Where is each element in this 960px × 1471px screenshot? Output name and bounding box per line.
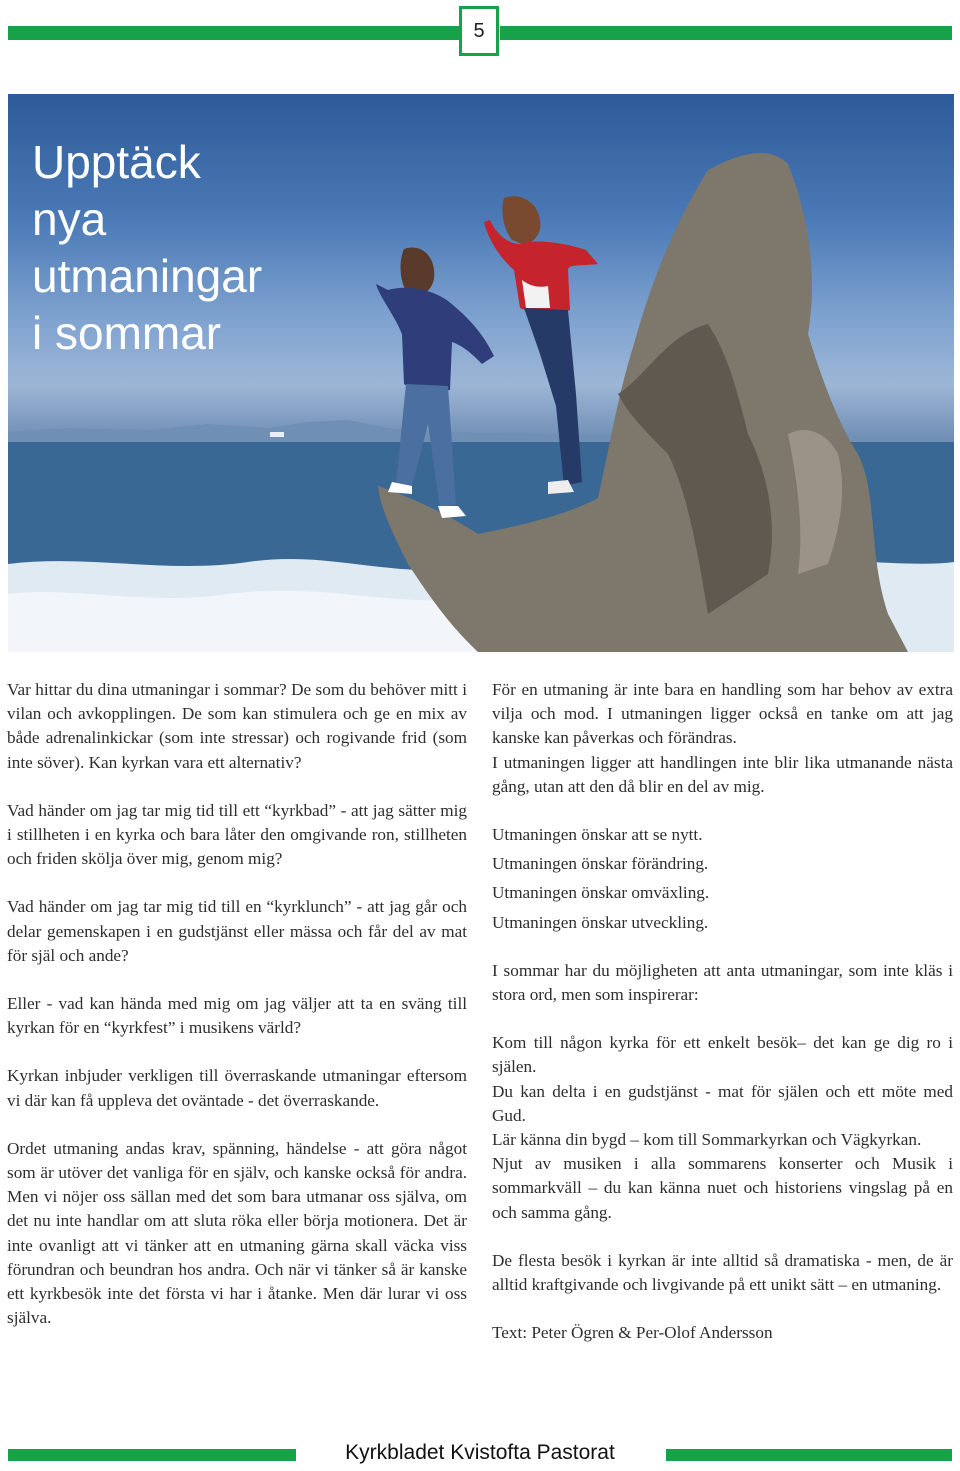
paragraph: Var hittar du dina utmaningar i sommar? De som du behöver mitt i vilan och avkopplingen. De som kan stimulera och ge en mix av både adrenalinkickar (som inte stressar) och rogivande frid (som inte söver). Kan kyrkan vara ett alternativ? — [7, 680, 467, 772]
challenge-line: Utmaningen önskar att se nytt. — [492, 825, 703, 845]
footer-rule-right — [666, 1449, 952, 1461]
author-credit: Text: Peter Ögren & Per-Olof Andersson — [492, 1323, 773, 1343]
challenge-list — [492, 823, 953, 935]
paragraph: Eller - vad kan hända med mig om jag väljer att ta en sväng till kyrkan för en “kyrkfest” i musikens värld? — [7, 994, 467, 1038]
headline-line: utmaningar — [32, 250, 263, 302]
intro-line: I utmaningen ligger att handlingen inte blir lika utmanande nästa gång, utan att den då blir en del av mig. — [492, 752, 953, 796]
left-column — [7, 678, 467, 1354]
invitation-paragraph: I sommar har du möjligheten att anta utmaningar, som inte kläs i stora ord, men som inspirerar: — [492, 960, 953, 1005]
paragraph: Ordet utmaning andas krav, spänning, händelse - att göra något som är utöver det vanliga för en själv, och kanske också för andra. Men vi nöjer oss sällan med det som bara utmanar oss själva, om det nu inte handlar om att sluta röka eller börja motionera. Det är inte ovanligt att vi tänker att en utmaning gärna skall väcka viss förundran och beundran hos andra. Och när vi tänker så är kanske ett kyrkbesök inte det första vi har i åtanke. Men där lurar vi oss själva. — [7, 1138, 467, 1328]
headline-line: i sommar — [32, 307, 222, 359]
header-rule-right — [500, 26, 952, 40]
paragraph: Vad händer om jag tar mig tid till ett “kyrkbad” - att jag sätter mig i stillheten i en kyrka och bara låter den omgivande ron, stillheten och friden skölja över mig, genom mig? — [7, 800, 467, 869]
intro-paragraph — [492, 678, 953, 799]
suggestion-list — [492, 1031, 953, 1225]
page-number: 5 — [459, 6, 499, 56]
right-column — [492, 678, 953, 1369]
header-rule-left — [8, 26, 460, 40]
challenge-line: Utmaningen önskar utveckling. — [492, 912, 709, 932]
footer-title: Kyrkbladet Kvistofta Pastorat — [345, 1441, 615, 1464]
challenge-line: Utmaningen önskar förändring. — [492, 854, 709, 874]
headline-line: Upptäck — [32, 136, 201, 188]
headline — [32, 134, 262, 362]
paragraph: Vad händer om jag tar mig tid till en “kyrklunch” - att jag går och delar gemenskapen i en gudstjänst eller mässa och får del av mat för själ och ande? — [7, 897, 467, 965]
suggestion-line: Du kan delta i en gudstjänst - mat för själen och ett möte med Gud. — [492, 1081, 953, 1125]
challenge-line: Utmaningen önskar omväxling. — [492, 883, 710, 903]
suggestion-line: Njut av musiken i alla sommarens konserter och Musik i sommarkväll – du kan känna nuet och historiens vingslag på en och samma gång. — [492, 1154, 953, 1222]
suggestion-line: Lär känna din bygd – kom till Sommarkyrkan och Vägkyrkan. — [492, 1130, 922, 1150]
paragraph: Kyrkan inbjuder verkligen till överraskande utmaningar eftersom vi där kan få uppleva det oväntade - det överraskande. — [7, 1066, 467, 1110]
intro-line: För en utmaning är inte bara en handling som har behov av extra vilja och mod. I utmaningen ligger också en tanke om att jag kanske kan påverkas och förändras. — [492, 680, 953, 748]
article-photo — [8, 94, 954, 652]
suggestion-line: Kom till någon kyrka för ett enkelt besök– det kan ge dig ro i själen. — [492, 1033, 953, 1077]
footer-rule-left — [8, 1449, 296, 1461]
headline-line: nya — [32, 193, 107, 245]
closing-paragraph: De flesta besök i kyrkan är inte alltid så dramatiska - men, de är alltid kraftgivande och livgivande på ett unikt sätt – en utmaning. — [492, 1250, 953, 1295]
